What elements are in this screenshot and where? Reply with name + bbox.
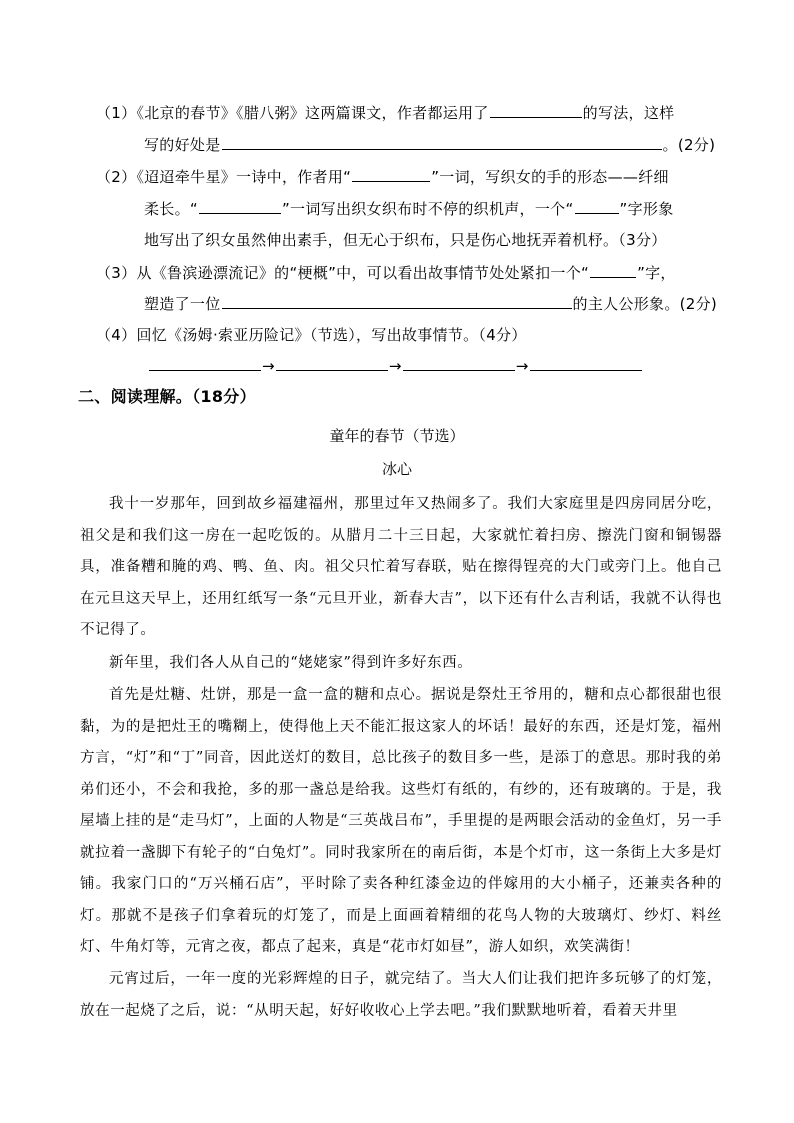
q2-text-f: 地写出了织女虽然伸出素手，但无心于织布，只是伤心地抚弄着机杼。（3分）: [144, 231, 667, 249]
q4-text: （4）回忆《汤姆·索亚历险记》（节选），写出故事情节。（4分）: [96, 326, 527, 344]
q3-text-d: 的主人公形象。(2分): [572, 295, 718, 313]
q2-line3: [144, 230, 667, 250]
q3-text-a: （3）从《鲁滨逊漂流记》的“梗概”中，可以看出故事情节处处紧扣一个“: [96, 264, 590, 282]
q3-text-c: 塑造了一位: [144, 295, 221, 313]
q1-text-a: （1）《北京的春节》《腊八粥》这两篇课文，作者都运用了: [96, 104, 489, 122]
q3-line1: [96, 262, 676, 283]
section-heading: 二、阅读理解。（18分）: [78, 387, 256, 406]
arrow-icon: →: [388, 357, 402, 375]
q2-text-c: 柔长。“: [144, 200, 198, 218]
q1-blank-1[interactable]: [490, 102, 582, 118]
q4-blank-2[interactable]: [276, 355, 388, 371]
q2-text-e: ”字形象: [619, 200, 674, 218]
q3-text-b: ”字，: [637, 264, 676, 282]
q4-plot-chain: [148, 355, 643, 376]
arrow-icon: →: [262, 357, 275, 375]
q4-blank-1[interactable]: [149, 355, 261, 371]
q1-text-c: 写的好处是: [144, 136, 221, 154]
q4-blank-4[interactable]: [530, 355, 642, 371]
q2-blank-1[interactable]: [352, 166, 430, 182]
q2-line2: [144, 198, 674, 219]
q2-text-d: ”一词写出织女织布时不停的织机声，一个“: [281, 200, 574, 218]
q1-line2: [144, 134, 715, 155]
q2-line1: [96, 166, 669, 187]
passage-paragraph-4: 元宵过后，一年一度的光彩辉煌的日子，就完结了。当大人们让我们把许多玩够了的灯笼，放在一起烧了之后，说：“从明天起，好好收收心上学去吧。”我们默默地听着，看着天井里: [80, 971, 722, 1019]
q4-blank-3[interactable]: [403, 355, 515, 371]
q2-blank-3[interactable]: [575, 198, 619, 214]
arrow-icon: →: [515, 357, 529, 375]
q3-blank-1[interactable]: [590, 262, 636, 278]
q1-blank-2[interactable]: [222, 134, 662, 150]
q4-line1: [96, 325, 527, 345]
passage-author: 冰心: [381, 460, 412, 478]
q2-blank-2[interactable]: [199, 198, 281, 214]
q3-blank-2[interactable]: [222, 293, 572, 309]
passage-paragraph-1: 我十一岁那年，回到故乡福建福州，那里过年又热闹多了。我们大家庭里是四房同居分吃，祖父是和我们这一房在一起吃饭的。从腊月二十三日起，大家就忙着扫房、擦洗门窗和铜锡器具，准备糟和腌的鸡、鸭、鱼、肉。祖父只忙着写春联，贴在擦得锃亮的大门或旁门上。他自己在元旦这天早上，还用红纸写一条“元旦开业，新春大吉”，以下还有什么吉利话，我就不认得也不记得了。: [80, 496, 722, 638]
passage-paragraph-2: 新年里，我们各人从自己的“姥姥家”得到许多好东西。: [109, 655, 473, 671]
q2-text-b: ”一词，写织女的手的形态——纤细: [431, 168, 669, 186]
passage-paragraph-3: 首先是灶糖、灶饼，那是一盒一盒的糖和点心。据说是祭灶王爷用的，糖和点心都很甜也很黏，为的是把灶王的嘴糊上，使得他上天不能汇报这家人的坏话！最好的东西，还是灯笼，福州方言，“灯”和“丁”同音，因此送灯的数目，总比孩子的数目多一些，是添丁的意思。那时我的弟弟们还小，不会和我抢，多的那一盏总是给我。这些灯有纸的，有纱的，还有玻璃的。于是，我屋墙上挂的是“走马灯”，上面的人物是“三英战吕布”，手里提的是两眼会活动的金鱼灯，另一手就拉着一盏脚下有轮子的“白兔灯”。同时我家所在的南后街，本是个灯市，这一条街上大多是灯铺。我家门口的“万兴桶石店”，平时除了卖各种红漆金边的伴嫁用的大小桶子，还兼卖各种的灯。那就不是孩子们拿着玩的灯笼了，而是上面画着精细的花鸟人物的大玻璃灯、纱灯、料丝灯、牛角灯等，元宵之夜，都点了起来，真是“花市灯如昼”，游人如织，欢笑满街！: [80, 687, 722, 955]
passage-title: 童年的春节（节选）: [329, 427, 465, 445]
q1-line1: [96, 102, 674, 123]
q1-text-b: 的写法，这样: [582, 104, 675, 122]
q3-line2: [144, 293, 717, 314]
q2-text-a: （2）《迢迢牵牛星》一诗中，作者用“: [96, 168, 352, 186]
q1-text-d: 。(2分): [662, 136, 716, 154]
